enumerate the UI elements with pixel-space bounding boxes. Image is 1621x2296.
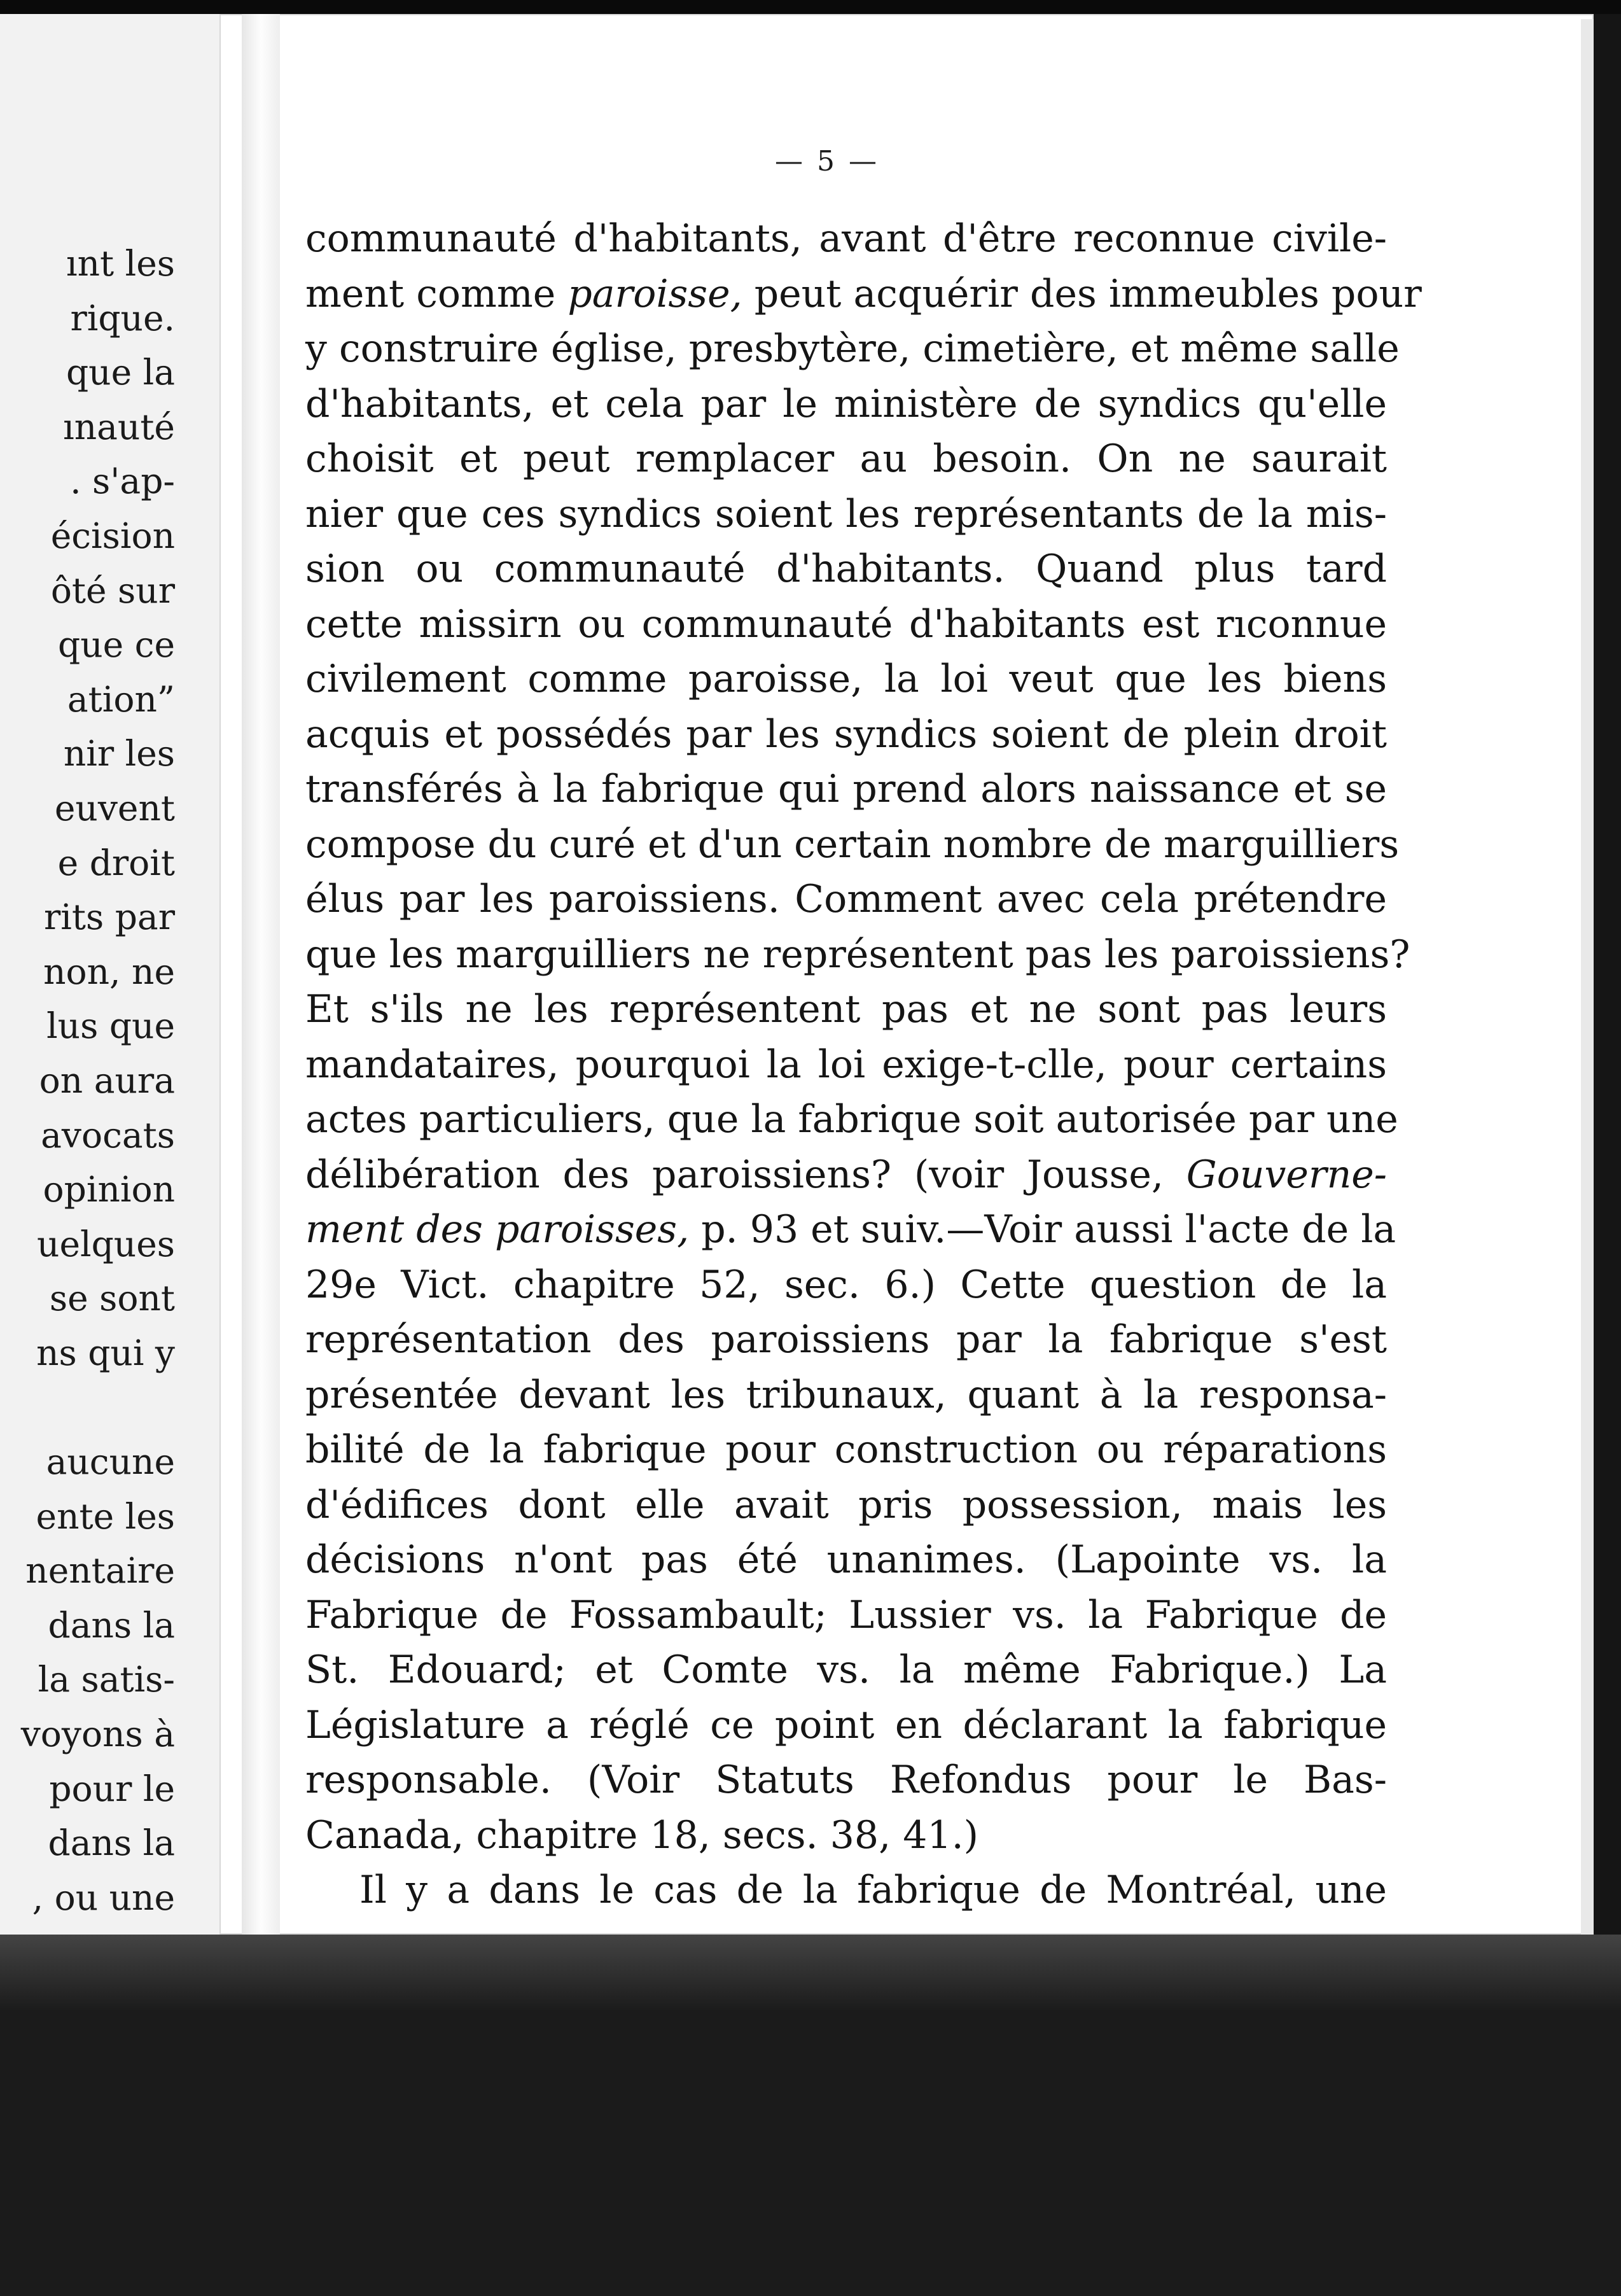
left-page-fragment: . s'ap-: [70, 461, 175, 502]
text-line: [305, 1202, 1396, 1257]
left-page-fragment: aucune: [46, 1441, 175, 1483]
book-spine: [242, 14, 280, 1949]
text-line: cette missirn ou communauté d'habitants est rıconnue: [305, 601, 1387, 647]
left-page-text-fragments: [21, 237, 175, 1925]
text-line: choisit et peut remplacer au besoin. On ne saurait: [305, 437, 1387, 481]
left-page-fragment: que ce: [57, 624, 175, 666]
text-span: délibération des paroissiens? (voir Jousse,: [305, 1152, 1186, 1197]
text-span: peut acquérir des immeubles pour: [742, 271, 1422, 316]
text-line: d'édifices dont elle avait pris possession, mais les: [305, 1482, 1387, 1527]
text-line: Il y a dans le cas de la fabrique de Montréal, une: [359, 1868, 1387, 1912]
text-line: 29e Vict. chapitre 52, sec. 6.) Cette question de la: [305, 1262, 1387, 1307]
text-line: représentation des paroissiens par la fabrique s'est: [305, 1317, 1387, 1362]
text-line: mandataires, pourquoi la loi exige-t-clle, pour certains: [305, 1042, 1387, 1087]
left-page-fragment: ınauté: [63, 406, 175, 447]
left-page-fragment: ôté sur: [50, 570, 175, 611]
page-number: — 5 —: [775, 145, 879, 178]
left-page-fragment: on aura: [39, 1060, 175, 1101]
scan-bottom-background: [0, 1935, 1621, 2296]
left-page-fragment: uelques: [37, 1223, 175, 1264]
text-line: Législature a réglé ce point en déclarant la fabrique: [305, 1702, 1387, 1747]
left-page-fragment: écision: [50, 515, 175, 556]
text-line: actes particuliers, que la fabrique soit autorisée par une: [305, 1097, 1398, 1142]
page-edge: [1581, 19, 1594, 1935]
text-line: acquis et possédés par les syndics soient de plein droit: [305, 711, 1387, 757]
left-page-fragment: se sont: [49, 1278, 175, 1319]
left-page-fragment: euvent: [54, 787, 175, 829]
text-line: compose du curé et d'un certain nombre de marguilliers: [305, 822, 1400, 867]
text-line: présentée devant les tribunaux, quant à la responsa-: [305, 1372, 1387, 1417]
left-page-fragment: ente les: [36, 1495, 175, 1537]
text-line: communauté d'habitants, avant d'être reconnue civile-: [305, 216, 1387, 261]
left-page-fragment: [21, 1380, 175, 1435]
left-page-fragment: ınt les: [66, 243, 175, 284]
text-line: bilité de la fabrique pour construction ou réparations: [305, 1427, 1387, 1472]
left-page-fragment: nentaire: [25, 1550, 175, 1592]
text-line: sion ou communauté d'habitants. Quand plus tard: [305, 547, 1387, 591]
left-page-fragment: nir les: [63, 733, 175, 774]
text-line: [305, 1147, 1387, 1203]
body-text: [305, 211, 1422, 1918]
left-page-fragment: dans la: [48, 1823, 175, 1864]
text-span: ment comme: [305, 271, 568, 316]
text-line: que les marguilliers ne représentent pas les paroissiens?: [305, 932, 1410, 977]
text-line: décisions n'ont pas été unanimes. (Lapointe vs. la: [305, 1537, 1387, 1582]
left-page-fragment: que la: [66, 352, 175, 393]
text-line: transférés à la fabrique qui prend alors naissance et se: [305, 767, 1387, 811]
text-line: y construire église, presbytère, cimetière, et même salle: [305, 326, 1400, 371]
left-page-fragment: rits par: [44, 897, 175, 938]
left-page-fragment: lus que: [46, 1005, 175, 1047]
text-line: Fabrique de Fossambault; Lussier vs. la Fabrique de: [305, 1592, 1387, 1637]
left-page-fragment: rique.: [70, 297, 175, 339]
left-page-fragment: dans la: [48, 1604, 175, 1646]
scan-bottom-shadow: [0, 1935, 1621, 2011]
italic-text: paroisse,: [567, 271, 742, 316]
text-line: Canada, chapitre 18, secs. 38, 41.): [305, 1812, 979, 1858]
text-line: St. Edouard; et Comte vs. la même Fabrique.) La: [305, 1648, 1387, 1692]
text-line: [305, 267, 1422, 322]
text-line: nier que ces syndics soient les représentants de la mis-: [305, 491, 1387, 536]
text-line: responsable. (Voir Statuts Refondus pour le Bas-: [305, 1758, 1387, 1802]
left-page-fragment: ation”: [67, 678, 175, 720]
text-line: élus par les paroissiens. Comment avec cela prétendre: [305, 877, 1387, 921]
left-page-fragment: opinion: [43, 1169, 175, 1210]
left-page-fragment: pour le: [49, 1768, 175, 1809]
text-line: Et s'ils ne les représentent pas et ne sont pas leurs: [305, 987, 1387, 1032]
italic-text: Gouverne-: [1186, 1152, 1387, 1197]
left-page-fragment: , ou une: [32, 1877, 175, 1918]
left-page-fragment: ns qui y: [36, 1332, 175, 1373]
italic-text: ment des paroisses,: [305, 1207, 690, 1252]
text-span: p. 93 et suiv.—Voir aussi l'acte de la: [689, 1207, 1396, 1252]
text-line: d'habitants, et cela par le ministère de syndics qu'elle: [305, 381, 1387, 426]
left-page-fragment: voyons à: [20, 1714, 175, 1755]
left-page-fragment: la satis-: [38, 1659, 175, 1700]
left-page-fragment: non, ne: [43, 951, 175, 992]
left-page-fragment: avocats: [41, 1114, 175, 1156]
scan-top-border: [0, 0, 1621, 14]
left-page-fragment: e droit: [57, 842, 175, 883]
text-line: civilement comme paroisse, la loi veut que les biens: [305, 657, 1387, 701]
